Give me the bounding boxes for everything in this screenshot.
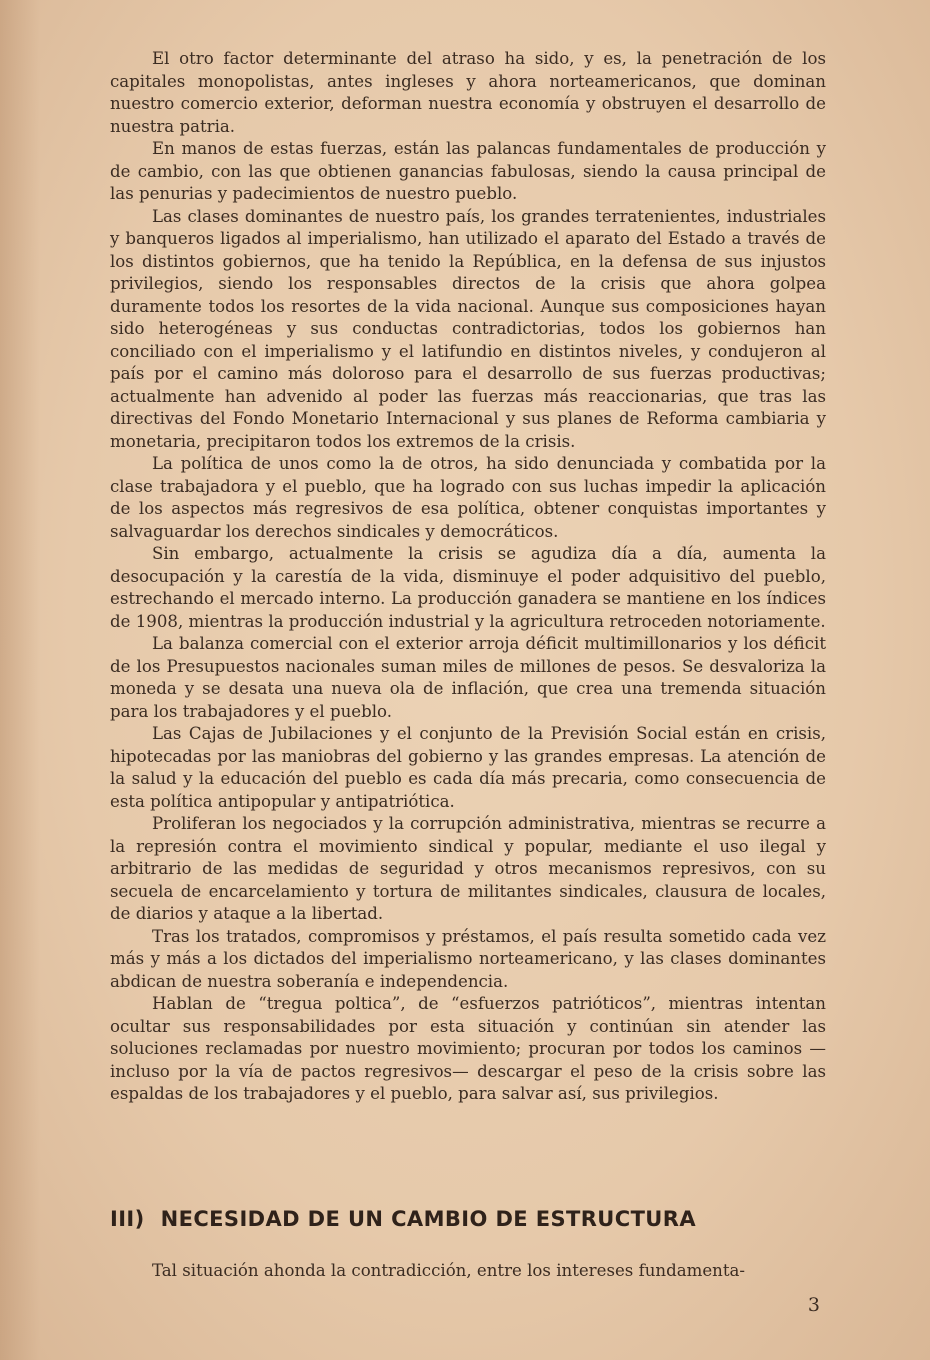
paragraph-1: El otro factor determinante del atraso ha sido, y es, la penetración de los capitales monopolistas, antes ingleses y ahora norteamericanos, que dominan nuestro comercio exterior, deforman nuestra economía y obstruyen el desarrollo de nuestra patria. — [110, 49, 826, 136]
paragraph-3: Las clases dominantes de nuestro país, los grandes terratenientes, industriales y banqueros ligados al imperialismo, han utilizado el aparato del Estado a través de los distintos gobiernos, que ha tenido la República, en la defensa de sus injustos privilegios, siendo los responsables directos de la crisis que ahora golpea duramente todos los resortes de la vida nacional. Aunque sus composiciones hayan sido heterogéneas y sus conductas contradictorias, todos los gobiernos han conciliado con el imperialismo y el latifundio en distintos niveles, y condujeron al país por el camino más doloroso para el desarrollo de sus fuerzas productivas; actualmente han advenido al poder las fuerzas más reaccionarias, que tras las directivas del Fondo Monetario Internacional y sus planes de Reforma cambiaria y monetaria, precipitaron todos los extremos de la crisis. — [110, 206, 826, 451]
paragraph-8: Proliferan los negociados y la corrupción administrativa, mientras se recurre a la represión contra el movimiento sindical y popular, mediante el uso ilegal y arbitrario de las medidas de seguridad y otros mecanismos represivos, con su secuela de encarcelamiento y tortura de militantes sindicales, clausura de locales, de diarios y ataque a la libertad. — [110, 814, 826, 923]
section-title: NECESIDAD DE UN CAMBIO DE ESTRUCTURA — [160, 1207, 696, 1231]
page-number: 3 — [807, 1294, 820, 1316]
paragraph-9: Tras los tratados, compromisos y préstamos, el país resulta sometido cada vez más y más a los dictados del imperialismo norteamericano, y las clases dominantes abdican de nuestra soberanía e independencia. — [110, 926, 826, 991]
body-text — [110, 48, 826, 1106]
paragraph-4: La política de unos como la de otros, ha sido denunciada y combatida por la clase trabajadora y el pueblo, que ha logrado con sus luchas impedir la aplicación de los aspectos más regresivos de esa política, obtener conquistas importantes y salvaguardar los derechos sindicales y democráticos. — [110, 454, 826, 541]
section-heading — [110, 1207, 826, 1231]
paragraph-2: En manos de estas fuerzas, están las palancas fundamentales de producción y de cambio, con las que obtienen ganancias fabulosas, siendo la causa principal de las penurias y padecimientos de nuestro pueblo. — [110, 139, 826, 203]
paragraph-5: Sin embargo, actualmente la crisis se agudiza día a día, aumenta la desocupación y la carestía de la vida, disminuye el poder adquisitivo del pueblo, estrechando el mercado interno. La producción ganadera se mantiene en los índices de 1908, mientras la producción industrial y la agricultura retroceden notoriamente. — [110, 544, 826, 631]
paragraph-7: Las Cajas de Jubilaciones y el conjunto de la Previsión Social están en crisis, hipotecadas por las maniobras del gobierno y las grandes empresas. La atención de la salud y la educación del pueblo es cada día más precaria, como consecuencia de esta política antipopular y antipatriótica. — [110, 724, 826, 811]
page-edge-shadow — [0, 0, 40, 1360]
paragraph-10: Hablan de “tregua poltica”, de “esfuerzos patrióticos”, mientras intentan ocultar sus responsabilidades por esta situación y continúan sin atender las soluciones reclamadas por nuestro movimiento; procuran por todos los caminos —incluso por la vía de pactos regresivos— descargar el peso de la crisis sobre las espaldas de los trabajadores y el pueblo, para salvar así, sus privilegios. — [110, 994, 826, 1103]
paragraph-6: La balanza comercial con el exterior arroja déficit multimillonarios y los déficit de los Presupuestos nacionales suman miles de millones de pesos. Se desvaloriza la moneda y se desata una nueva ola de inflación, que crea una tremenda situación para los trabajadores y el pueblo. — [110, 634, 826, 721]
continuation-paragraph: Tal situación ahonda la contradicción, entre los intereses fundamenta- — [152, 1261, 746, 1280]
section-number: III) — [110, 1207, 145, 1231]
